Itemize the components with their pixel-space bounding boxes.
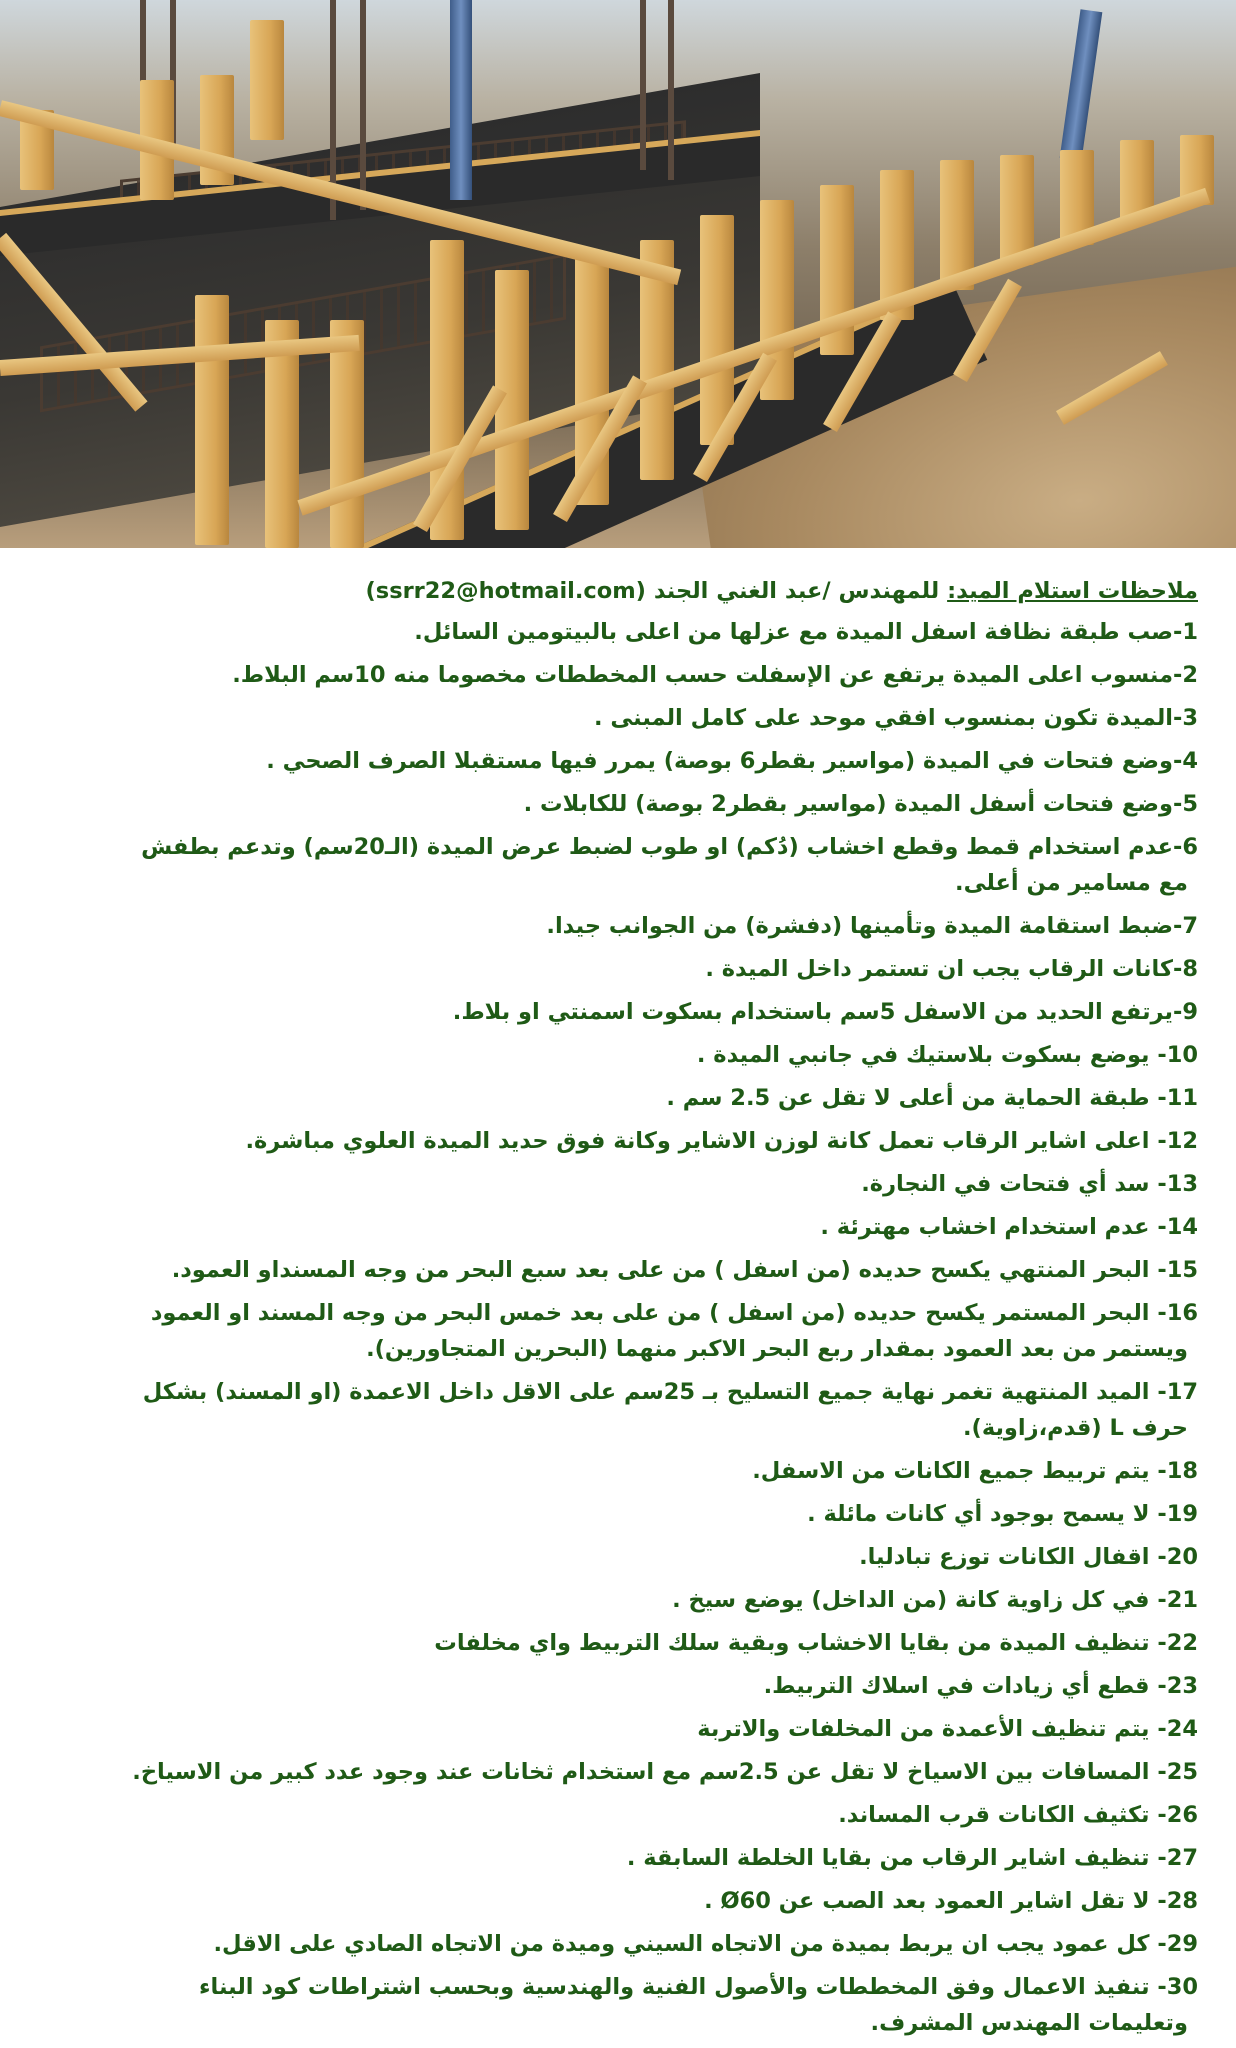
wooden-post xyxy=(195,295,229,545)
author-name: للمهندس /عبد الغني الجند xyxy=(653,578,940,604)
note-item-continued: ويستمر من بعد العمود بمقدار ربع البحر الاكبر منهما (البحرين المتجاورين). xyxy=(366,1336,1188,1362)
rebar xyxy=(360,0,366,210)
note-item: 25- المسافات بين الاسياخ لا تقل عن 2.5سم مع استخدام ثخانات عند وجود عدد كبير من الاسياخ. xyxy=(132,1759,1198,1785)
rebar xyxy=(640,0,646,170)
note-item: 22- تنظيف الميدة من بقايا الاخشاب وبقية سلك التربيط واي مخلفات xyxy=(434,1630,1198,1656)
note-item: 9-يرتفع الحديد من الاسفل 5سم باستخدام بسكوت اسمنتي او بلاط. xyxy=(452,999,1198,1025)
note-item: 30- تنفيذ الاعمال وفق المخططات والأصول الفنية والهندسية وبحسب اشتراطات كود البناء xyxy=(199,1974,1198,2000)
note-item: 29- كل عمود يجب ان يربط بميدة من الاتجاه السيني وميدة من الاتجاه الصادي على الاقل. xyxy=(213,1931,1198,1957)
note-item: 15- البحر المنتهي يكسح حديده (من اسفل ) من على بعد سبع البحر من وجه المسنداو العمود. xyxy=(171,1257,1198,1283)
notes-title: ملاحظات استلام الميد: xyxy=(947,578,1198,604)
note-item: 19- لا يسمح بوجود أي كانات مائلة . xyxy=(807,1501,1198,1527)
note-item: 21- في كل زاوية كانة (من الداخل) يوضع سيخ . xyxy=(672,1587,1198,1613)
note-item: 28- لا تقل اشاير العمود بعد الصب عن Ø60 . xyxy=(704,1888,1198,1914)
note-item: 4-وضع فتحات في الميدة (مواسير بقطر6 بوصة) يمرر فيها مستقبلا الصرف الصحي . xyxy=(266,748,1198,774)
note-item: 11- طبقة الحماية من أعلى لا تقل عن 2.5 سم . xyxy=(666,1085,1198,1111)
note-item: 10- يوضع بسكوت بلاستيك في جانبي الميدة . xyxy=(696,1042,1198,1068)
note-item: 3-الميدة تكون بمنسوب افقي موحد على كامل المبنى . xyxy=(594,705,1198,731)
note-item: 1-صب طبقة نظافة اسفل الميدة مع عزلها من اعلى بالبيتومين السائل. xyxy=(414,619,1198,645)
note-item: 2-منسوب اعلى الميدة يرتفع عن الإسفلت حسب المخططات مخصوما منه 10سم البلاط. xyxy=(232,662,1198,688)
note-item: 16- البحر المستمر يكسح حديده (من اسفل ) من على بعد خمس البحر من وجه المسند او العمود xyxy=(150,1300,1198,1326)
note-item: 20- اقفال الكانات توزع تبادليا. xyxy=(859,1544,1198,1570)
note-item: 13- سد أي فتحات في النجارة. xyxy=(861,1171,1198,1197)
author-email: (ssrr22@hotmail.com) xyxy=(365,578,646,604)
note-item-continued: حرف L (قدم،زاوية). xyxy=(963,1415,1188,1441)
note-item: 18- يتم تربيط جميع الكانات من الاسفل. xyxy=(752,1458,1198,1484)
note-item: 17- الميد المنتهية تغمر نهاية جميع التسليح بـ 25سم على الاقل داخل الاعمدة (او المسند) بشكل xyxy=(142,1379,1198,1405)
wooden-post xyxy=(250,20,284,140)
note-item: 24- يتم تنظيف الأعمدة من المخلفات والاتربة xyxy=(697,1716,1198,1742)
pipe xyxy=(1060,9,1103,161)
note-item-continued: وتعليمات المهندس المشرف. xyxy=(870,2010,1188,2036)
rebar xyxy=(668,0,674,180)
note-item: 5-وضع فتحات أسفل الميدة (مواسير بقطر2 بوصة) للكابلات . xyxy=(523,791,1198,817)
note-item: 23- قطع أي زيادات في اسلاك التربيط. xyxy=(763,1673,1198,1699)
construction-photo xyxy=(0,0,1236,548)
pipe xyxy=(450,0,472,200)
note-item: 27- تنظيف اشاير الرقاب من بقايا الخلطة السابقة . xyxy=(626,1845,1198,1871)
note-item-continued: مع مسامير من أعلى. xyxy=(955,870,1188,896)
note-item: 14- عدم استخدام اخشاب مهترئة . xyxy=(820,1214,1198,1240)
notes-header xyxy=(366,574,1199,608)
note-item: 7-ضبط استقامة الميدة وتأمينها (دفشرة) من الجوانب جيدا. xyxy=(546,913,1198,939)
note-item: 26- تكثيف الكانات قرب المساند. xyxy=(838,1802,1198,1828)
note-item: 8-كانات الرقاب يجب ان تستمر داخل الميدة . xyxy=(705,956,1198,982)
note-item: 6-عدم استخدام قمط وقطع اخشاب (دُكم) او طوب لضبط عرض الميدة (الـ20سم) وتدعم بطفش xyxy=(141,834,1198,860)
inspection-notes xyxy=(0,560,1236,2048)
wooden-post xyxy=(330,320,364,548)
note-item: 12- اعلى اشاير الرقاب تعمل كانة لوزن الاشاير وكانة فوق حديد الميدة العلوي مباشرة. xyxy=(245,1128,1198,1154)
